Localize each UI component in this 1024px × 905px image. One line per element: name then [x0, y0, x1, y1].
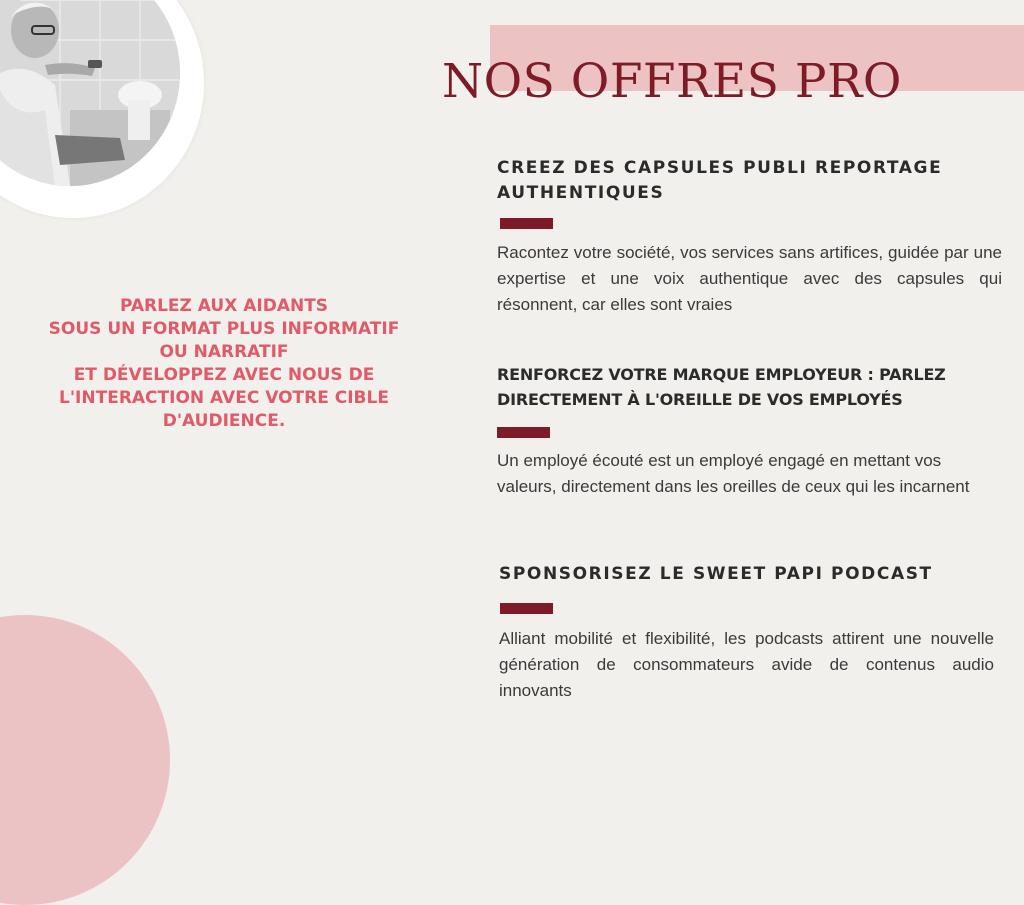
tagline-line: L'INTERACTION AVEC VOTRE CIBLE [59, 388, 389, 408]
offer-title [499, 562, 994, 587]
tagline-line: PARLEZ AUX AIDANTS [119, 296, 329, 316]
tagline [22, 295, 426, 433]
offer-publi-reportage [497, 156, 1002, 318]
offer-title [497, 156, 1002, 206]
offer-description: Alliant mobilité et flexibilité, les podcasts attirent une nouvelle génération de consommateurs avide de contenus audio innovants [499, 629, 994, 700]
offer-title-line: DIRECTEMENT À L'OREILLE DE VOS EMPLOYÉS [497, 390, 903, 409]
offer-sponsoring-podcast [499, 562, 994, 704]
offer-marque-employeur [497, 362, 1002, 500]
decorative-pink-circle [0, 615, 170, 905]
offer-title-line: CREEZ DES CAPSULES PUBLI REPORTAGE [497, 158, 943, 178]
tagline-line: SOUS UN FORMAT PLUS INFORMATIF [48, 319, 400, 339]
tagline-line: D'AUDIENCE. [162, 411, 286, 431]
offer-description: Racontez votre société, vos services sans artifices, guidée par une expertise et une voix authentique avec des capsules qui résonnent, car elles sont vraies [497, 243, 1002, 314]
offer-accent-bar [500, 603, 553, 614]
offer-accent-bar [497, 427, 550, 438]
offer-title-line: SPONSORISEZ LE SWEET PAPI PODCAST [499, 564, 933, 584]
offer-description: Un employé écouté est un employé engagé en mettant vos valeurs, directement dans les oreilles de ceux qui les incarnent [497, 451, 970, 496]
offer-accent-bar [500, 218, 553, 229]
offer-title-line: RENFORCEZ VOTRE MARQUE EMPLOYEUR : PARLEZ [497, 365, 946, 384]
tagline-line: OU NARRATIF [159, 342, 289, 362]
tagline-line: ET DÉVELOPPEZ AVEC NOUS DE [73, 365, 375, 385]
offer-title [497, 362, 1002, 412]
page-title: NOS OFFRES PRO [442, 54, 902, 109]
offer-title-line: AUTHENTIQUES [497, 183, 665, 203]
